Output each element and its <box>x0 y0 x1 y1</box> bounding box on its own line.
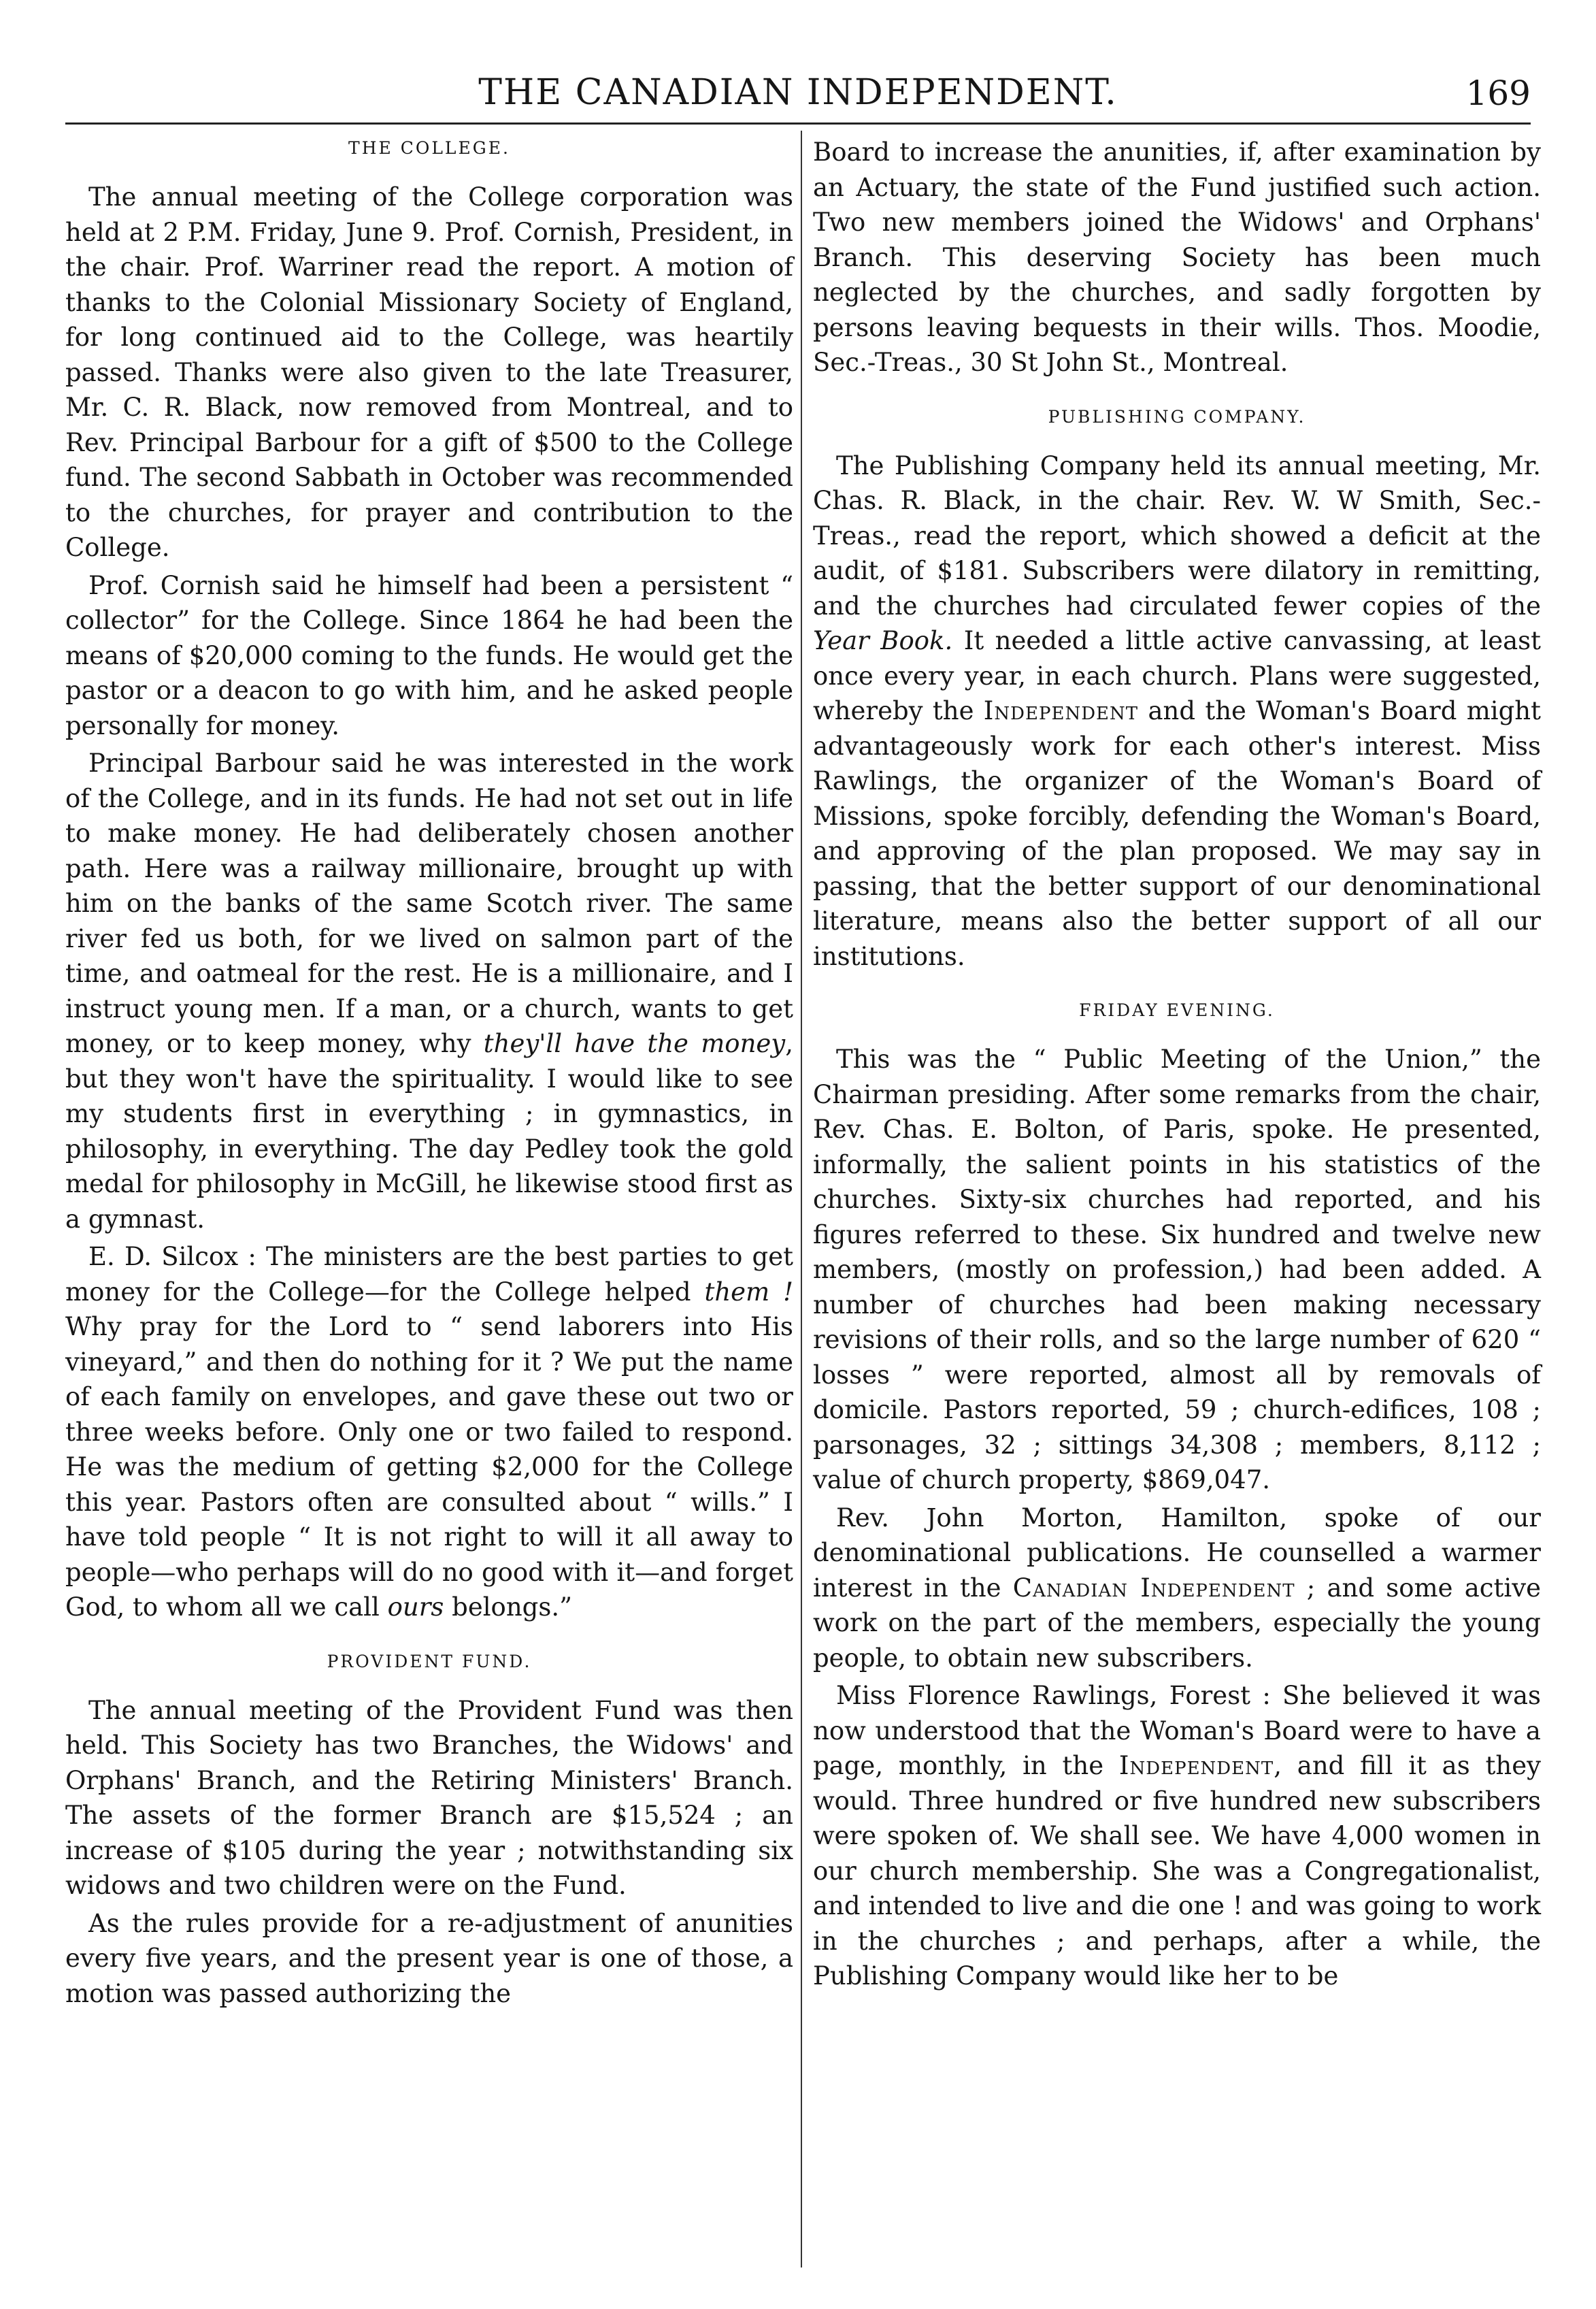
page-title: THE CANADIAN INDEPENDENT. <box>478 72 1118 113</box>
publishing-paragraph-1 <box>813 448 1541 975</box>
provident-paragraph-2: As the rules provide for a re-adjustment of anunities every five years, and the present year is one of those, a motion was passed authorizing the <box>65 1908 793 2008</box>
publishing-heading: PUBLISHING COMPANY. <box>1048 406 1306 427</box>
canadian-independent-small-caps: Canadian Independent <box>1012 1573 1295 1603</box>
college-p3-text-end: , but they won't have the spirituality. I would like to see my students first in everything ; in gymnastics, in philosophy, in everything. The day Pedley took the gold medal for philosophy in McGill, he likewise stood first as a gymnast. <box>65 1029 793 1234</box>
year-book-italic: Year Book. <box>813 626 953 655</box>
college-paragraph-3 <box>65 746 793 1237</box>
college-paragraph-4 <box>65 1239 793 1625</box>
independent-small-caps: Independent <box>983 696 1139 725</box>
provident-continuation: Board to increase the anunities, if, after examination by an Actuary, the state of the Fund justified such action. Two new members joined the Widows' and Orphans' Branch. This deserving Society has been much neglected by the churches, and sadly forgotten by persons leaving bequests in their wills. Thos. Moodie, Sec.-Treas., 30 St John St., Montreal. <box>813 137 1541 377</box>
college-p3-italic: they'll have the money <box>483 1029 786 1058</box>
college-paragraph-2: Prof. Cornish said he himself had been a persistent “ collector” for the College. Since 1864 he had been the means of $20,000 coming to the funds. He would get the pastor or a deacon to go with him, and he asked people personally for money. <box>65 570 793 740</box>
right-column <box>813 135 1541 1994</box>
college-heading: THE COLLEGE. <box>348 138 510 158</box>
publishing-p1-text: The Publishing Company held its annual meeting, Mr. Chas. R. Black, in the chair. Rev. W. W Smith, Sec.-Treas., read the report, which showed a deficit at the audit, of $181. Subscribers were dilatory in remitting, and the churches had circulated fewer copies of the <box>813 451 1541 621</box>
provident-paragraph-1: The annual meeting of the Provident Fund was then held. This Society has two Branches, the Widows' and Orphans' Branch, and the Retiring Ministers' Branch. The assets of the former Branch are $15,524 ; an increase of $105 during the year ; notwithstanding six widows and two children were on the Fund. <box>65 1695 793 1900</box>
college-p4-text-mid: Why pray for the Lord to “ send laborers into His vineyard,” and then do nothing for it ? We put the name of each family on envelopes, and gave these out two or three weeks before. Only one or two failed to respond. He was the medium of getting $2,000 for the College this year. Pastors often are consulted about “ wills.” I have told people “ It is not right to will it all away to people—who perhaps will do no good with it—and forget God, to whom all we call <box>65 1312 793 1622</box>
friday-p2-text-end: ; and some active work on the part of the members, especially the young people, to obtain new subscribers. <box>813 1573 1541 1673</box>
friday-paragraph-2 <box>813 1501 1541 1676</box>
publishing-p1-text-end: and the Woman's Board might advantageously work for each other's interest. Miss Rawlings, the organizer of the Woman's Board of Missions, spoke forcibly, defending the Woman's Board, and approving of the plan proposed. We may say in passing, that the better support of our denominational literature, means also the better support of all our institutions. <box>813 696 1541 971</box>
friday-heading: FRIDAY EVENING. <box>1079 1000 1275 1020</box>
college-p4-text-end: belongs.” <box>444 1592 573 1622</box>
college-p3-text: Principal Barbour said he was interested in the work of the College, and in its funds. He had not set out in life to make money. He had deliberately chosen another path. Here was a railway millionaire, brought up with him on the banks of the same Scotch river. The same river fed us both, for we lived on salmon part of the time, and oatmeal for the rest. He is a millionaire, and I instruct young men. If a man, or a church, wants to get money, or to keep money, why <box>65 749 793 1058</box>
page-header <box>65 60 1531 125</box>
page-number: 169 <box>1465 73 1531 113</box>
friday-p2-text: Rev. John Morton, Hamilton, spoke of our denominational publications. He counselled a warmer interest in the <box>813 1503 1541 1603</box>
publishing-p1-text-mid: It needed a little active canvassing, at least once every year, in each church. Plans were suggested, whereby the <box>813 626 1542 725</box>
college-p4-text: E. D. Silcox : The ministers are the best parties to get money for the College—for the College helped <box>65 1242 793 1307</box>
college-p4-italic-2: ours <box>387 1592 444 1622</box>
left-column <box>65 135 793 2011</box>
friday-paragraph-3 <box>813 1678 1541 1994</box>
college-p4-italic: them ! <box>704 1277 793 1307</box>
independent-small-caps-2: Independent <box>1118 1751 1274 1780</box>
friday-paragraph-1: This was the “ Public Meeting of the Union,” the Chairman presiding. After some remarks from the chair, Rev. Chas. E. Bolton, of Paris, spoke. He presented, informally, the salient points in his statistics of the churches. Sixty-six churches had reported, and his figures referred to these. Six hundred and twelve new members, (mostly on profession,) had been added. A number of churches had been making necessary revisions of their rolls, and so the large number of 620 “ losses ” were reported, almost all by removals of domicile. Pastors reported, 59 ; church-edifices, 108 ; parsonages, 32 ; sittings 34,308 ; members, 8,112 ; value of church property, $869,047. <box>813 1045 1541 1494</box>
column-divider <box>801 131 802 2267</box>
provident-heading: PROVIDENT FUND. <box>327 1651 532 1671</box>
friday-p3-text-end: , and fill it as they would. Three hundred or five hundred new subscribers were spoken of. We shall see. We have 4,000 women in our church membership. She was a Congregationalist, and intended to live and die one ! and was going to work in the churches ; and perhaps, after a while, the Publishing Company would like her to be <box>813 1751 1541 1991</box>
friday-p3-text: Miss Florence Rawlings, Forest : She believed it was now understood that the Woman's Board were to have a page, monthly, in the <box>813 1681 1541 1780</box>
college-paragraph-1: The annual meeting of the College corporation was held at 2 P.M. Friday, June 9. Prof. Cornish, President, in the chair. Prof. Warriner read the report. A motion of thanks to the Colonial Missionary Society of England, for long continued aid to the College, was heartily passed. Thanks were also given to the late Treasurer, Mr. C. R. Black, now removed from Montreal, and to Rev. Principal Barbour for a gift of $500 to the College fund. The second Sabbath in October was recommended to the churches, for prayer and contribution to the College. <box>65 182 793 562</box>
